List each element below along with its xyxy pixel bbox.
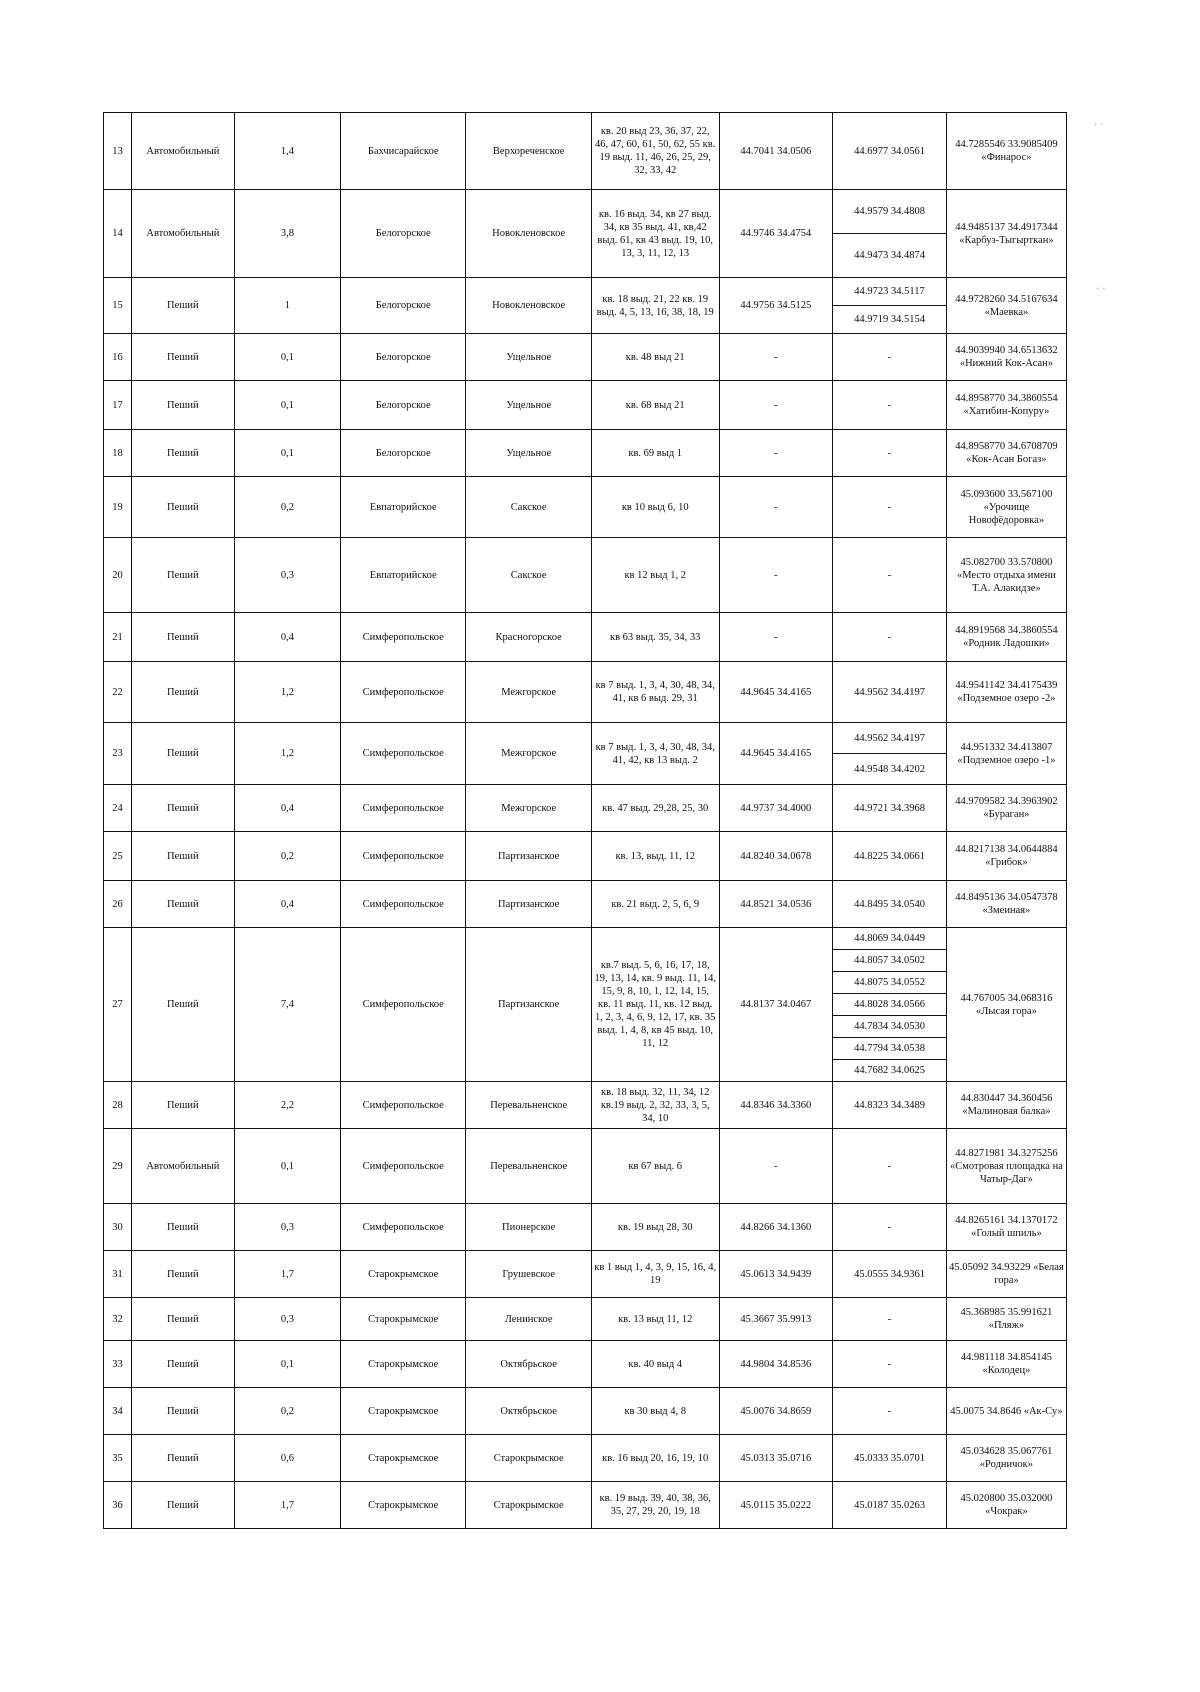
cell-blocks: кв. 18 выд. 21, 22 кв. 19 выд. 4, 5, 13, 16, 38, 18, 19 bbox=[591, 278, 719, 334]
cell-forestry: Старокрымское bbox=[340, 1388, 465, 1435]
cell-length: 0,2 bbox=[234, 1388, 340, 1435]
cell-no: 14 bbox=[104, 190, 132, 278]
cell-blocks: кв. 20 выд 23, 36, 37, 22, 46, 47, 60, 61, 50, 62, 55 кв. 19 выд. 11, 46, 26, 25, 29, 32, 33, 42 bbox=[591, 113, 719, 190]
cell-district: Октябрьское bbox=[466, 1388, 591, 1435]
cell-object: 44.981118 34.854145 «Колодец» bbox=[946, 1341, 1066, 1388]
cell-blocks: кв. 47 выд. 29,28, 25, 30 bbox=[591, 785, 719, 832]
routes-table bbox=[103, 112, 1067, 1529]
cell-start: 44.9645 34.4165 bbox=[719, 662, 833, 723]
cell-end: 44.8057 34.0502 bbox=[833, 950, 947, 972]
cell-forestry: Симферопольское bbox=[340, 785, 465, 832]
cell-start: 45.0613 34.9439 bbox=[719, 1251, 833, 1298]
cell-type: Пеший bbox=[131, 613, 234, 662]
cell-length: 0,4 bbox=[234, 785, 340, 832]
cell-blocks: кв. 18 выд. 32, 11, 34, 12 кв.19 выд. 2, 32, 33, 3, 5, 34, 10 bbox=[591, 1082, 719, 1129]
cell-length: 1,2 bbox=[234, 662, 340, 723]
cell-object: 45.020800 35.032000 «Чокрак» bbox=[946, 1482, 1066, 1529]
cell-type: Пеший bbox=[131, 430, 234, 477]
cell-start: 44.8266 34.1360 bbox=[719, 1204, 833, 1251]
cell-start: 45.0076 34.8659 bbox=[719, 1388, 833, 1435]
cell-end: - bbox=[833, 1341, 947, 1388]
cell-blocks: кв. 16 выд 20, 16, 19, 10 bbox=[591, 1435, 719, 1482]
cell-type: Пеший bbox=[131, 1482, 234, 1529]
cell-end: - bbox=[833, 1388, 947, 1435]
cell-object: 45.082700 33.570800 «Место отдыха имени Т.А. Алакидзе» bbox=[946, 538, 1066, 613]
cell-start: 44.7041 34.0506 bbox=[719, 113, 833, 190]
cell-length: 1,2 bbox=[234, 723, 340, 785]
table-row bbox=[104, 538, 1067, 613]
cell-type: Пеший bbox=[131, 1251, 234, 1298]
cell-no: 28 bbox=[104, 1082, 132, 1129]
cell-type: Пеший bbox=[131, 723, 234, 785]
cell-forestry: Белогорское bbox=[340, 430, 465, 477]
cell-forestry: Старокрымское bbox=[340, 1298, 465, 1341]
cell-end: 44.7834 34.0530 bbox=[833, 1016, 947, 1038]
cell-forestry: Евпаторийское bbox=[340, 477, 465, 538]
cell-end: - bbox=[833, 477, 947, 538]
cell-end: 45.0555 34.9361 bbox=[833, 1251, 947, 1298]
cell-no: 23 bbox=[104, 723, 132, 785]
cell-district: Партизанское bbox=[466, 928, 591, 1082]
cell-start: - bbox=[719, 430, 833, 477]
cell-blocks: кв.7 выд. 5, 6, 16, 17, 18, 19, 13, 14, кв. 9 выд. 11, 14, 15, 9, 8, 10, 1, 12, 14, 15, кв. 11 выд. 11, кв. 12 выд. 1, 2, 3, 4, 6, 9, 12, 17, кв. 35 выд. 1, 4, 8, кв 45 выд. 10, 11, 12 bbox=[591, 928, 719, 1082]
cell-start: - bbox=[719, 477, 833, 538]
cell-object: 45.093600 33.567100 «Урочище Новофёдоровка» bbox=[946, 477, 1066, 538]
cell-length: 2,2 bbox=[234, 1082, 340, 1129]
cell-district: Верхореченское bbox=[466, 113, 591, 190]
table-row bbox=[104, 1204, 1067, 1251]
cell-end: - bbox=[833, 381, 947, 430]
cell-blocks: кв. 21 выд. 2, 5, 6, 9 bbox=[591, 881, 719, 928]
cell-blocks: кв. 68 выд 21 bbox=[591, 381, 719, 430]
table-row bbox=[104, 381, 1067, 430]
cell-end: - bbox=[833, 334, 947, 381]
table-row bbox=[104, 1082, 1067, 1129]
table-row bbox=[104, 1341, 1067, 1388]
cell-end: 44.8323 34.3489 bbox=[833, 1082, 947, 1129]
cell-object: 44.951332 34.413807 «Подземное озеро -1» bbox=[946, 723, 1066, 785]
cell-object: 44.767005 34.068316 «Лысая гора» bbox=[946, 928, 1066, 1082]
cell-length: 1 bbox=[234, 278, 340, 334]
table-row bbox=[104, 1482, 1067, 1529]
cell-district: Старокрымское bbox=[466, 1482, 591, 1529]
cell-end: 44.7682 34.0625 bbox=[833, 1060, 947, 1082]
cell-object: 44.7285546 33.9085409 «Финарос» bbox=[946, 113, 1066, 190]
cell-no: 35 bbox=[104, 1435, 132, 1482]
cell-end: 44.8225 34.0661 bbox=[833, 832, 947, 881]
cell-type: Пеший bbox=[131, 278, 234, 334]
cell-start: 44.8240 34.0678 bbox=[719, 832, 833, 881]
cell-no: 30 bbox=[104, 1204, 132, 1251]
cell-type: Пеший bbox=[131, 1341, 234, 1388]
table-row bbox=[104, 662, 1067, 723]
cell-no: 22 bbox=[104, 662, 132, 723]
cell-start: 44.9746 34.4754 bbox=[719, 190, 833, 278]
cell-type: Пеший bbox=[131, 1298, 234, 1341]
cell-object: 44.830447 34.360456 «Малиновая балка» bbox=[946, 1082, 1066, 1129]
cell-district: Партизанское bbox=[466, 832, 591, 881]
cell-type: Пеший bbox=[131, 1435, 234, 1482]
cell-blocks: кв. 69 выд 1 bbox=[591, 430, 719, 477]
cell-length: 7,4 bbox=[234, 928, 340, 1082]
cell-end: 45.0333 35.0701 bbox=[833, 1435, 947, 1482]
cell-end: 44.9473 34.4874 bbox=[833, 234, 947, 278]
cell-district: Старокрымское bbox=[466, 1435, 591, 1482]
cell-forestry: Симферопольское bbox=[340, 1129, 465, 1204]
cell-district: Ущельное bbox=[466, 430, 591, 477]
table-row bbox=[104, 1129, 1067, 1204]
cell-no: 29 bbox=[104, 1129, 132, 1204]
cell-no: 17 bbox=[104, 381, 132, 430]
cell-end: 44.8028 34.0566 bbox=[833, 994, 947, 1016]
scan-artifact: · · bbox=[1094, 120, 1104, 131]
cell-length: 0,3 bbox=[234, 1204, 340, 1251]
cell-no: 13 bbox=[104, 113, 132, 190]
cell-type: Пеший bbox=[131, 1204, 234, 1251]
cell-no: 31 bbox=[104, 1251, 132, 1298]
cell-type: Пеший bbox=[131, 381, 234, 430]
cell-start: - bbox=[719, 334, 833, 381]
cell-start: - bbox=[719, 613, 833, 662]
cell-object: 45.0075 34.8646 «Ак-Су» bbox=[946, 1388, 1066, 1435]
cell-no: 36 bbox=[104, 1482, 132, 1529]
cell-start: 45.0115 35.0222 bbox=[719, 1482, 833, 1529]
cell-blocks: кв 1 выд 1, 4, 3, 9, 15, 16, 4, 19 bbox=[591, 1251, 719, 1298]
cell-start: 44.9737 34.4000 bbox=[719, 785, 833, 832]
cell-forestry: Симферопольское bbox=[340, 1204, 465, 1251]
cell-district: Новокленовское bbox=[466, 278, 591, 334]
cell-length: 0,1 bbox=[234, 381, 340, 430]
cell-object: 44.9728260 34.5167634 «Маевка» bbox=[946, 278, 1066, 334]
cell-object: 44.9709582 34.3963902 «Бураган» bbox=[946, 785, 1066, 832]
table-row bbox=[104, 1435, 1067, 1482]
cell-district: Перевальненское bbox=[466, 1082, 591, 1129]
cell-blocks: кв 10 выд 6, 10 bbox=[591, 477, 719, 538]
cell-start: 44.8137 34.0467 bbox=[719, 928, 833, 1082]
cell-district: Ленинское bbox=[466, 1298, 591, 1341]
cell-type: Пеший bbox=[131, 1082, 234, 1129]
cell-forestry: Белогорское bbox=[340, 190, 465, 278]
cell-length: 0,3 bbox=[234, 1298, 340, 1341]
cell-start: - bbox=[719, 381, 833, 430]
cell-blocks: кв. 40 выд 4 bbox=[591, 1341, 719, 1388]
cell-blocks: кв 63 выд. 35, 34, 33 bbox=[591, 613, 719, 662]
cell-blocks: кв. 13 выд 11, 12 bbox=[591, 1298, 719, 1341]
cell-district: Пионерское bbox=[466, 1204, 591, 1251]
cell-end: - bbox=[833, 538, 947, 613]
cell-type: Автомобильный bbox=[131, 1129, 234, 1204]
cell-forestry: Симферопольское bbox=[340, 613, 465, 662]
cell-end: - bbox=[833, 1298, 947, 1341]
table-row bbox=[104, 723, 1067, 754]
cell-no: 34 bbox=[104, 1388, 132, 1435]
cell-type: Пеший bbox=[131, 1388, 234, 1435]
cell-start: 44.8521 34.0536 bbox=[719, 881, 833, 928]
cell-type: Пеший bbox=[131, 785, 234, 832]
cell-length: 0,1 bbox=[234, 1129, 340, 1204]
cell-length: 0,3 bbox=[234, 538, 340, 613]
cell-start: 44.9756 34.5125 bbox=[719, 278, 833, 334]
cell-end: 44.9548 34.4202 bbox=[833, 754, 947, 785]
cell-start: 44.9804 34.8536 bbox=[719, 1341, 833, 1388]
cell-length: 0,1 bbox=[234, 334, 340, 381]
cell-blocks: кв 7 выд. 1, 3, 4, 30, 48, 34, 41, кв 6 выд. 29, 31 bbox=[591, 662, 719, 723]
cell-no: 16 bbox=[104, 334, 132, 381]
cell-end: 44.8495 34.0540 bbox=[833, 881, 947, 928]
cell-length: 0,4 bbox=[234, 881, 340, 928]
cell-object: 44.8217138 34.0644884 «Грибок» bbox=[946, 832, 1066, 881]
cell-no: 21 bbox=[104, 613, 132, 662]
cell-object: 44.9541142 34.4175439 «Подземное озеро -2» bbox=[946, 662, 1066, 723]
cell-forestry: Евпаторийское bbox=[340, 538, 465, 613]
cell-district: Сакское bbox=[466, 477, 591, 538]
cell-start: - bbox=[719, 1129, 833, 1204]
cell-type: Пеший bbox=[131, 538, 234, 613]
table-row bbox=[104, 928, 1067, 950]
cell-blocks: кв. 19 выд 28, 30 bbox=[591, 1204, 719, 1251]
cell-end: 44.9721 34.3968 bbox=[833, 785, 947, 832]
cell-district: Новокленовское bbox=[466, 190, 591, 278]
cell-length: 0,2 bbox=[234, 832, 340, 881]
cell-type: Автомобильный bbox=[131, 190, 234, 278]
cell-length: 1,7 bbox=[234, 1251, 340, 1298]
cell-blocks: кв. 48 выд 21 bbox=[591, 334, 719, 381]
cell-object: 44.8271981 34.3275256 «Смотровая площадка на Чатыр-Даг» bbox=[946, 1129, 1066, 1204]
cell-end: - bbox=[833, 430, 947, 477]
cell-no: 32 bbox=[104, 1298, 132, 1341]
cell-forestry: Белогорское bbox=[340, 278, 465, 334]
table-row bbox=[104, 334, 1067, 381]
cell-object: 44.9485137 34.4917344 «Карбуз-Тыгырткан» bbox=[946, 190, 1066, 278]
cell-district: Октябрьское bbox=[466, 1341, 591, 1388]
cell-forestry: Бахчисарайское bbox=[340, 113, 465, 190]
cell-object: 44.8265161 34.1370172 «Голый шпиль» bbox=[946, 1204, 1066, 1251]
table-row bbox=[104, 785, 1067, 832]
cell-end: 44.9562 34.4197 bbox=[833, 662, 947, 723]
cell-district: Партизанское bbox=[466, 881, 591, 928]
cell-blocks: кв. 16 выд. 34, кв 27 выд. 34, кв 35 выд. 41, кв,42 выд. 61, кв 43 выд. 19, 10, 13, 3, 11, 12, 13 bbox=[591, 190, 719, 278]
cell-forestry: Старокрымское bbox=[340, 1435, 465, 1482]
cell-object: 45.05092 34.93229 «Белая гора» bbox=[946, 1251, 1066, 1298]
cell-type: Пеший bbox=[131, 881, 234, 928]
cell-blocks: кв 67 выд. 6 bbox=[591, 1129, 719, 1204]
cell-forestry: Белогорское bbox=[340, 334, 465, 381]
table-row bbox=[104, 1298, 1067, 1341]
cell-object: 44.9039940 34.6513632 «Нижний Кок-Асан» bbox=[946, 334, 1066, 381]
cell-end: 44.9562 34.4197 bbox=[833, 723, 947, 754]
cell-object: 44.8958770 34.6708709 «Кок-Асан Богаз» bbox=[946, 430, 1066, 477]
cell-forestry: Белогорское bbox=[340, 381, 465, 430]
table-row bbox=[104, 881, 1067, 928]
cell-end: 44.8075 34.0552 bbox=[833, 972, 947, 994]
cell-district: Сакское bbox=[466, 538, 591, 613]
cell-forestry: Старокрымское bbox=[340, 1341, 465, 1388]
cell-type: Пеший bbox=[131, 334, 234, 381]
table-row bbox=[104, 430, 1067, 477]
cell-length: 0,4 bbox=[234, 613, 340, 662]
cell-no: 27 bbox=[104, 928, 132, 1082]
cell-forestry: Старокрымское bbox=[340, 1482, 465, 1529]
cell-no: 25 bbox=[104, 832, 132, 881]
cell-no: 19 bbox=[104, 477, 132, 538]
table-row bbox=[104, 613, 1067, 662]
cell-end: 45.0187 35.0263 bbox=[833, 1482, 947, 1529]
table-row bbox=[104, 832, 1067, 881]
cell-end: 44.8069 34.0449 bbox=[833, 928, 947, 950]
cell-length: 1,7 bbox=[234, 1482, 340, 1529]
cell-start: 45.3667 35.9913 bbox=[719, 1298, 833, 1341]
cell-district: Ущельное bbox=[466, 334, 591, 381]
cell-length: 0,6 bbox=[234, 1435, 340, 1482]
cell-no: 26 bbox=[104, 881, 132, 928]
cell-district: Грушевское bbox=[466, 1251, 591, 1298]
table-row bbox=[104, 1388, 1067, 1435]
scan-artifact: · · bbox=[1096, 284, 1106, 295]
cell-no: 15 bbox=[104, 278, 132, 334]
cell-object: 44.8495136 34.0547378 «Змеиная» bbox=[946, 881, 1066, 928]
cell-no: 20 bbox=[104, 538, 132, 613]
cell-start: - bbox=[719, 538, 833, 613]
cell-district: Межгорское bbox=[466, 785, 591, 832]
cell-end: 44.7794 34.0538 bbox=[833, 1038, 947, 1060]
cell-length: 0,1 bbox=[234, 1341, 340, 1388]
cell-forestry: Симферопольское bbox=[340, 928, 465, 1082]
cell-start: 45.0313 35.0716 bbox=[719, 1435, 833, 1482]
cell-type: Пеший bbox=[131, 477, 234, 538]
cell-end: 44.9723 34.5117 bbox=[833, 278, 947, 306]
cell-blocks: кв 30 выд 4, 8 bbox=[591, 1388, 719, 1435]
cell-forestry: Симферопольское bbox=[340, 723, 465, 785]
cell-object: 45.368985 35.991621 «Пляж» bbox=[946, 1298, 1066, 1341]
cell-forestry: Симферопольское bbox=[340, 662, 465, 723]
cell-district: Ущельное bbox=[466, 381, 591, 430]
cell-forestry: Старокрымское bbox=[340, 1251, 465, 1298]
cell-district: Красногорское bbox=[466, 613, 591, 662]
table-row bbox=[104, 477, 1067, 538]
cell-start: 44.8346 34.3360 bbox=[719, 1082, 833, 1129]
cell-end: 44.6977 34.0561 bbox=[833, 113, 947, 190]
cell-forestry: Симферопольское bbox=[340, 1082, 465, 1129]
cell-end: - bbox=[833, 1129, 947, 1204]
table-row bbox=[104, 278, 1067, 306]
cell-forestry: Симферопольское bbox=[340, 881, 465, 928]
cell-no: 18 bbox=[104, 430, 132, 477]
cell-type: Автомобильный bbox=[131, 113, 234, 190]
cell-blocks: кв 7 выд. 1, 3, 4, 30, 48, 34, 41, 42, кв 13 выд. 2 bbox=[591, 723, 719, 785]
cell-forestry: Симферопольское bbox=[340, 832, 465, 881]
cell-no: 33 bbox=[104, 1341, 132, 1388]
cell-length: 3,8 bbox=[234, 190, 340, 278]
cell-end: - bbox=[833, 613, 947, 662]
cell-length: 0,2 bbox=[234, 477, 340, 538]
cell-object: 45.034628 35.067761 «Родничок» bbox=[946, 1435, 1066, 1482]
table-row bbox=[104, 113, 1067, 190]
cell-blocks: кв. 19 выд. 39, 40, 38, 36, 35, 27, 29, 20, 19, 18 bbox=[591, 1482, 719, 1529]
table-row bbox=[104, 190, 1067, 234]
cell-district: Межгорское bbox=[466, 723, 591, 785]
cell-length: 0,1 bbox=[234, 430, 340, 477]
cell-type: Пеший bbox=[131, 928, 234, 1082]
cell-type: Пеший bbox=[131, 832, 234, 881]
cell-district: Перевальненское bbox=[466, 1129, 591, 1204]
cell-start: 44.9645 34.4165 bbox=[719, 723, 833, 785]
cell-object: 44.8958770 34.3860554 «Хатибин-Копуру» bbox=[946, 381, 1066, 430]
cell-length: 1,4 bbox=[234, 113, 340, 190]
cell-object: 44.8919568 34.3860554 «Родник Ладошки» bbox=[946, 613, 1066, 662]
cell-blocks: кв. 13, выд. 11, 12 bbox=[591, 832, 719, 881]
cell-blocks: кв 12 выд 1, 2 bbox=[591, 538, 719, 613]
cell-no: 24 bbox=[104, 785, 132, 832]
cell-type: Пеший bbox=[131, 662, 234, 723]
cell-end: 44.9719 34.5154 bbox=[833, 306, 947, 334]
cell-end: 44.9579 34.4808 bbox=[833, 190, 947, 234]
cell-end: - bbox=[833, 1204, 947, 1251]
cell-district: Межгорское bbox=[466, 662, 591, 723]
table-row bbox=[104, 1251, 1067, 1298]
